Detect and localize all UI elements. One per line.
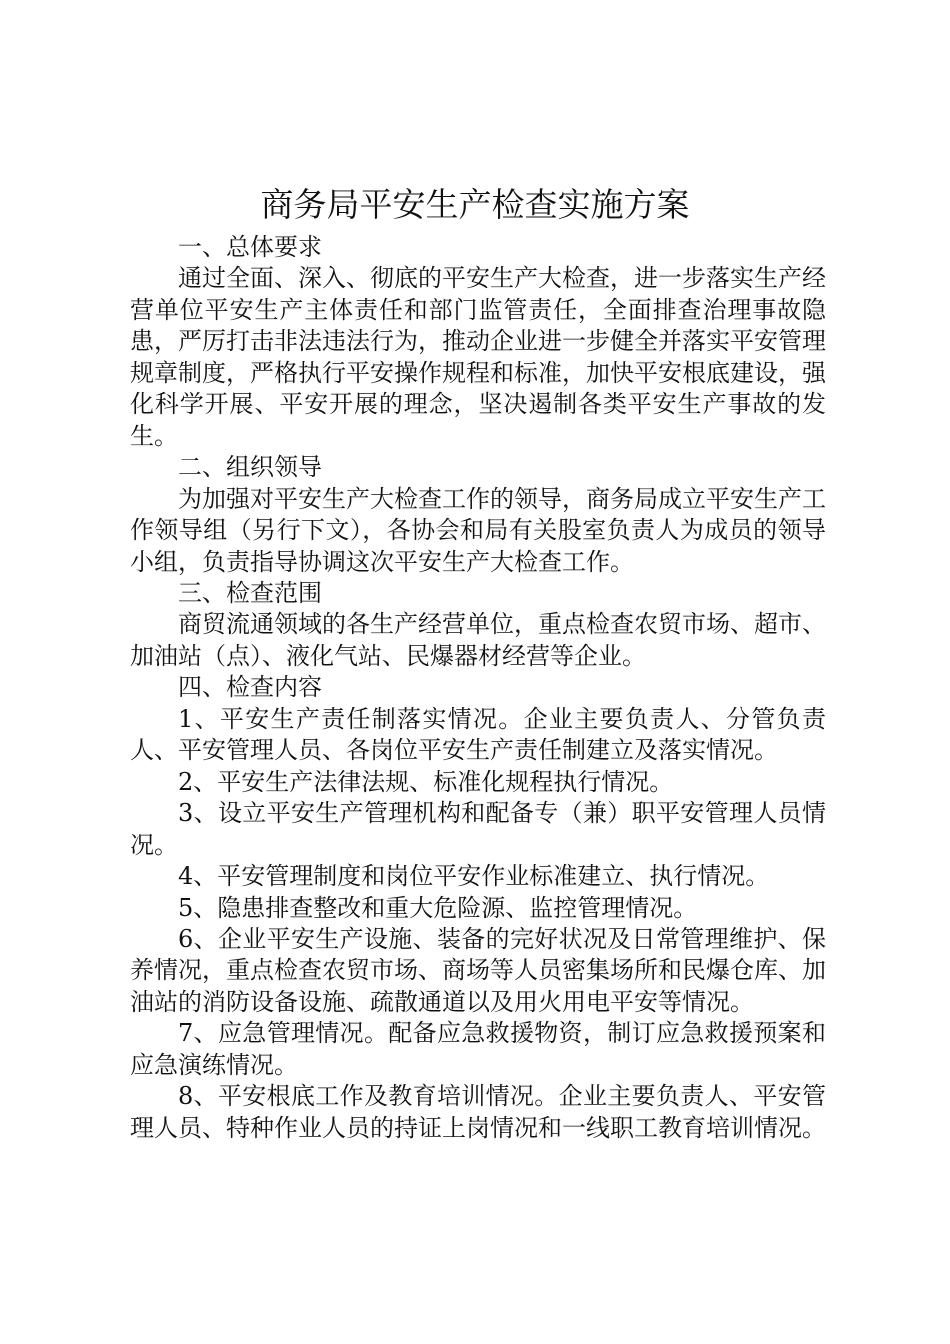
section-heading-general-requirements: 一、总体要求 <box>178 233 322 261</box>
list-item-content-1: 1、平安生产责任制落实情况。企业主要负责人、分管负责人、平安管理人员、各岗位平安生产责任制建立及落实情况。 <box>130 704 826 765</box>
section-heading-content: 四、检查内容 <box>178 673 322 702</box>
document-body <box>130 232 826 1144</box>
list-item-content-5: 5、隐患排查整改和重大危险源、监控管理情况。 <box>178 893 698 922</box>
paragraph-organization: 为加强对平安生产大检查工作的领导，商务局成立平安生产工作领导组（另行下文），各协会和局有关股室负责人为成员的领导小组，负责指导协调这次平安生产大检查工作。 <box>130 484 826 576</box>
list-item-content-2: 2、平安生产法律法规、标准化规程执行情况。 <box>178 767 674 796</box>
paragraph-scope: 商贸流通领域的各生产经营单位，重点检查农贸市场、超市、加油站（点）、液化气站、民爆器材经营等企业。 <box>130 610 826 670</box>
paragraph-general-requirements: 通过全面、深入、彻底的平安生产大检查，进一步落实生产经营单位平安生产主体责任和部门监管责任，全面排查治理事故隐患，严厉打击非法违法行为，推动企业进一步健全并落实平安管理规章制度，严格执行平安操作规程和标准，加快平安根底建设，强化科学开展、平安开展的理念，坚决遏制各类平安生产事故的发生。 <box>130 264 826 450</box>
document-title: 商务局平安生产检查实施方案 <box>260 185 690 224</box>
list-item-content-8: 8、平安根底工作及教育培训情况。企业主要负责人、平安管理人员、特种作业人员的持证上岗情况和一线职工教育培训情况。 <box>130 1082 826 1142</box>
section-heading-organization: 二、组织领导 <box>178 453 322 482</box>
list-item-content-3: 3、设立平安生产管理机构和配备专（兼）职平安管理人员情况。 <box>130 799 826 859</box>
list-item-content-4: 4、平安管理制度和岗位平安作业标准建立、执行情况。 <box>178 862 770 891</box>
list-item-content-6: 6、企业平安生产设施、装备的完好状况及日常管理维护、保养情况，重点检查农贸市场、商场等人员密集场所和民爆仓库、加油站的消防设备设施、疏散通道以及用火用电平安等情况。 <box>130 924 826 1016</box>
section-heading-scope: 三、检查范围 <box>178 578 322 607</box>
list-item-content-7: 7、应急管理情况。配备应急救援物资，制订应急救援预案和应急演练情况。 <box>130 1019 826 1079</box>
